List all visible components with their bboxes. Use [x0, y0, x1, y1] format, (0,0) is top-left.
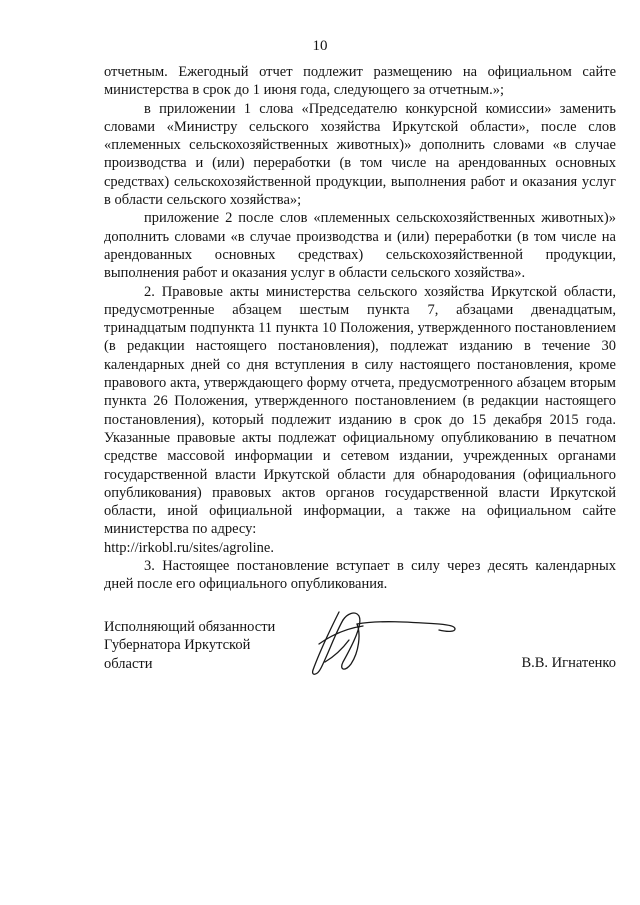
- signer-title-line: Губернатора Иркутской: [104, 637, 251, 654]
- paragraph-item-2: 2. Правовые акты министерства сельского хозяйства Иркутской области, предусмотренные абзацем шестым пункта 7, абзацами двенадцатым, тринадцатым подпункта 11 пункта 10 Положения, утвержденного постановлением (в редакции настоящего постановления), подлежат изданию в течение 30 календарных дней со дня вступления в силу настоящего постановления, кроме правового акта, утверждающего форму отчета, предусмотренного абзацем вторым пункта 26 Положения, утвержденного постановлением (в редакции настоящего постановления), который подлежит изданию в срок до 15 декабря 2015 года. Указанные правовые акты подлежат официальному опубликованию в печатном средстве массовой информации и сетевом издании, учрежденных органами государственной власти Иркутской области для обнародования (официального опубликования) правовых актов органов государственной власти Иркутской области, иной официальной информации, а также на официальном сайте министерства по адресу:: [104, 283, 616, 538]
- signature-block: [104, 618, 616, 688]
- document-body: [104, 63, 616, 594]
- paragraph-appendix-2: приложение 2 после слов «племенных сельскохозяйственных животных)» дополнить словами «в случае производства и (или) переработки (в том числе на арендованных основных средствах) сельскохозяйственной продукции, выполнения работ и оказания услуг в области сельского хозяйства».: [104, 210, 616, 282]
- signer-title: [104, 618, 324, 673]
- paragraph-item-3: 3. Настоящее постановление вступает в силу через десять календарных дней после его официального опубликования.: [104, 558, 616, 593]
- paragraph-appendix-1: в приложении 1 слова «Председателю конкурсной комиссии» заменить словами «Министру сельского хозяйства Иркутской области», после слов «племенных сельскохозяйственных животных)» дополнить словами «в случае производства и (или) переработки (в том числе на арендованных основных средствах) сельскохозяйственной продукции, выполнения работ и оказания услуг в области сельского хозяйства»;: [104, 100, 616, 209]
- paragraph-url: http://irkobl.ru/sites/agroline.: [104, 539, 274, 556]
- handwritten-signature: [299, 604, 469, 684]
- signer-title-line: области: [104, 655, 153, 672]
- page-number: 10: [312, 38, 328, 54]
- signer-title-line: Исполняющий обязанности: [104, 619, 276, 635]
- paragraph-continuation: отчетным. Ежегодный отчет подлежит размещению на официальном сайте министерства в срок до 1 июня года, следующего за отчетным.»;: [104, 64, 616, 99]
- signer-name: В.В. Игнатенко: [521, 655, 616, 671]
